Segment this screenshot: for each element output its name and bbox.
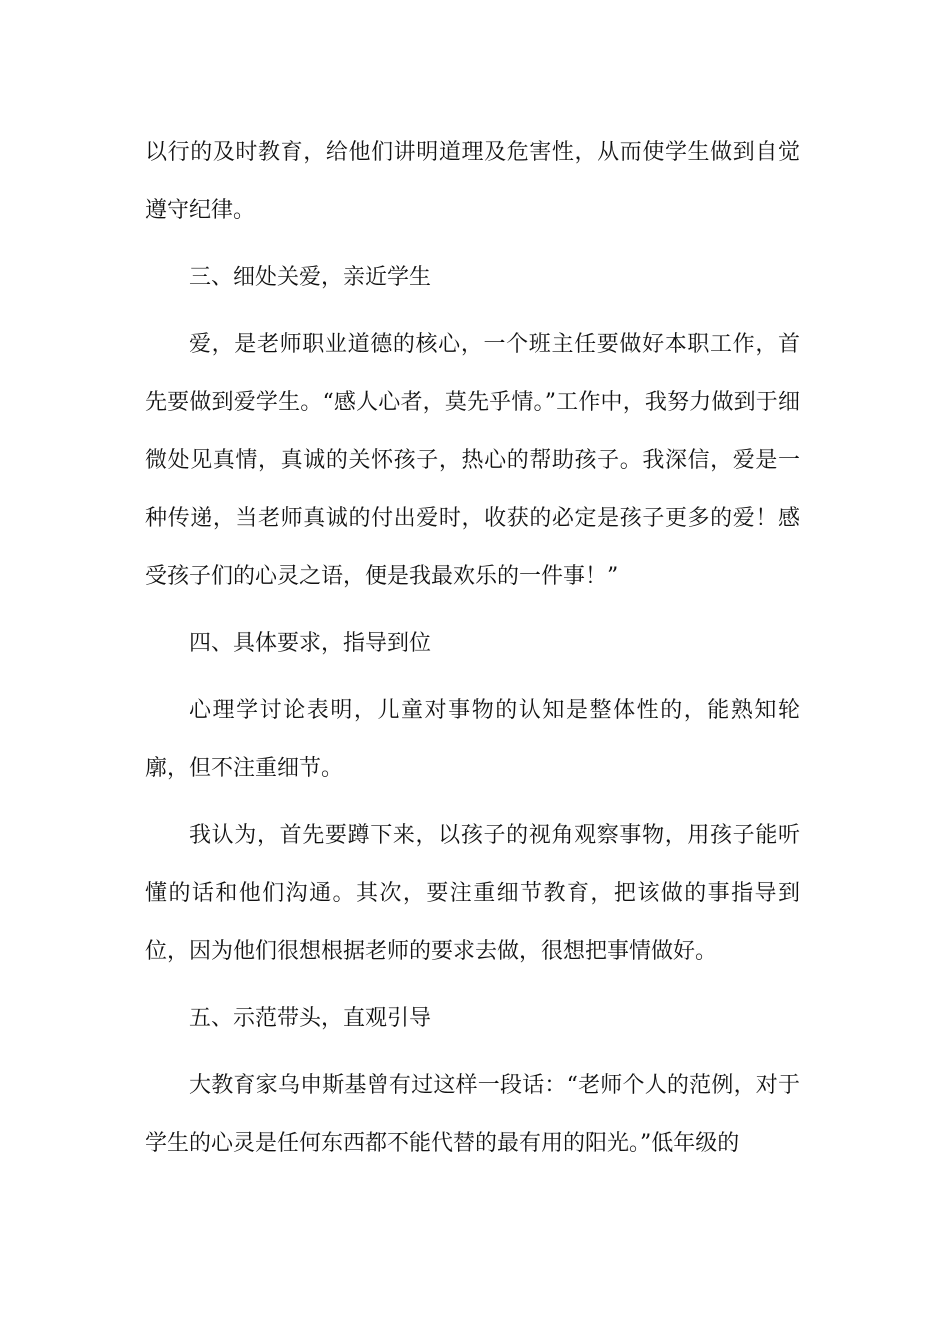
section-heading-4: 四、具体要求，指导到位: [189, 631, 432, 656]
paragraph: 大教育家乌申斯基曾有过这样一段话：“老师个人的范例，对于学生的心灵是任何东西都不能代替的最有用的阳光。”低年级的: [145, 1073, 800, 1156]
document-body: [145, 124, 800, 1182]
paragraph: 爱，是老师职业道德的核心，一个班主任要做好本职工作，首先要做到爱学生。“感人心者，莫先乎情。”工作中，我努力做到于细微处见真情，真诚的关怀孩子，热心的帮助孩子。我深信，爱是一种传递，当老师真诚的付出爱时，收获的必定是孩子更多的爱！感受孩子们的心灵之语，便是我最欢乐的一件事！”: [145, 332, 800, 589]
paragraph: 心理学讨论表明，儿童对事物的认知是整体性的，能熟知轮廓，但不注重细节。: [145, 698, 800, 781]
paragraph: 我认为，首先要蹲下来，以孩子的视角观察事物，用孩子能听懂的话和他们沟通。其次，要注重细节教育，把该做的事指导到位，因为他们很想根据老师的要求去做，很想把事情做好。: [145, 823, 800, 964]
section-heading-3: 三、细处关爱，亲近学生: [189, 265, 432, 290]
section-heading-5: 五、示范带头，直观引导: [189, 1006, 432, 1031]
paragraph-continuation: 以行的及时教育，给他们讲明道理及危害性，从而使学生做到自觉遵守纪律。: [145, 140, 800, 223]
